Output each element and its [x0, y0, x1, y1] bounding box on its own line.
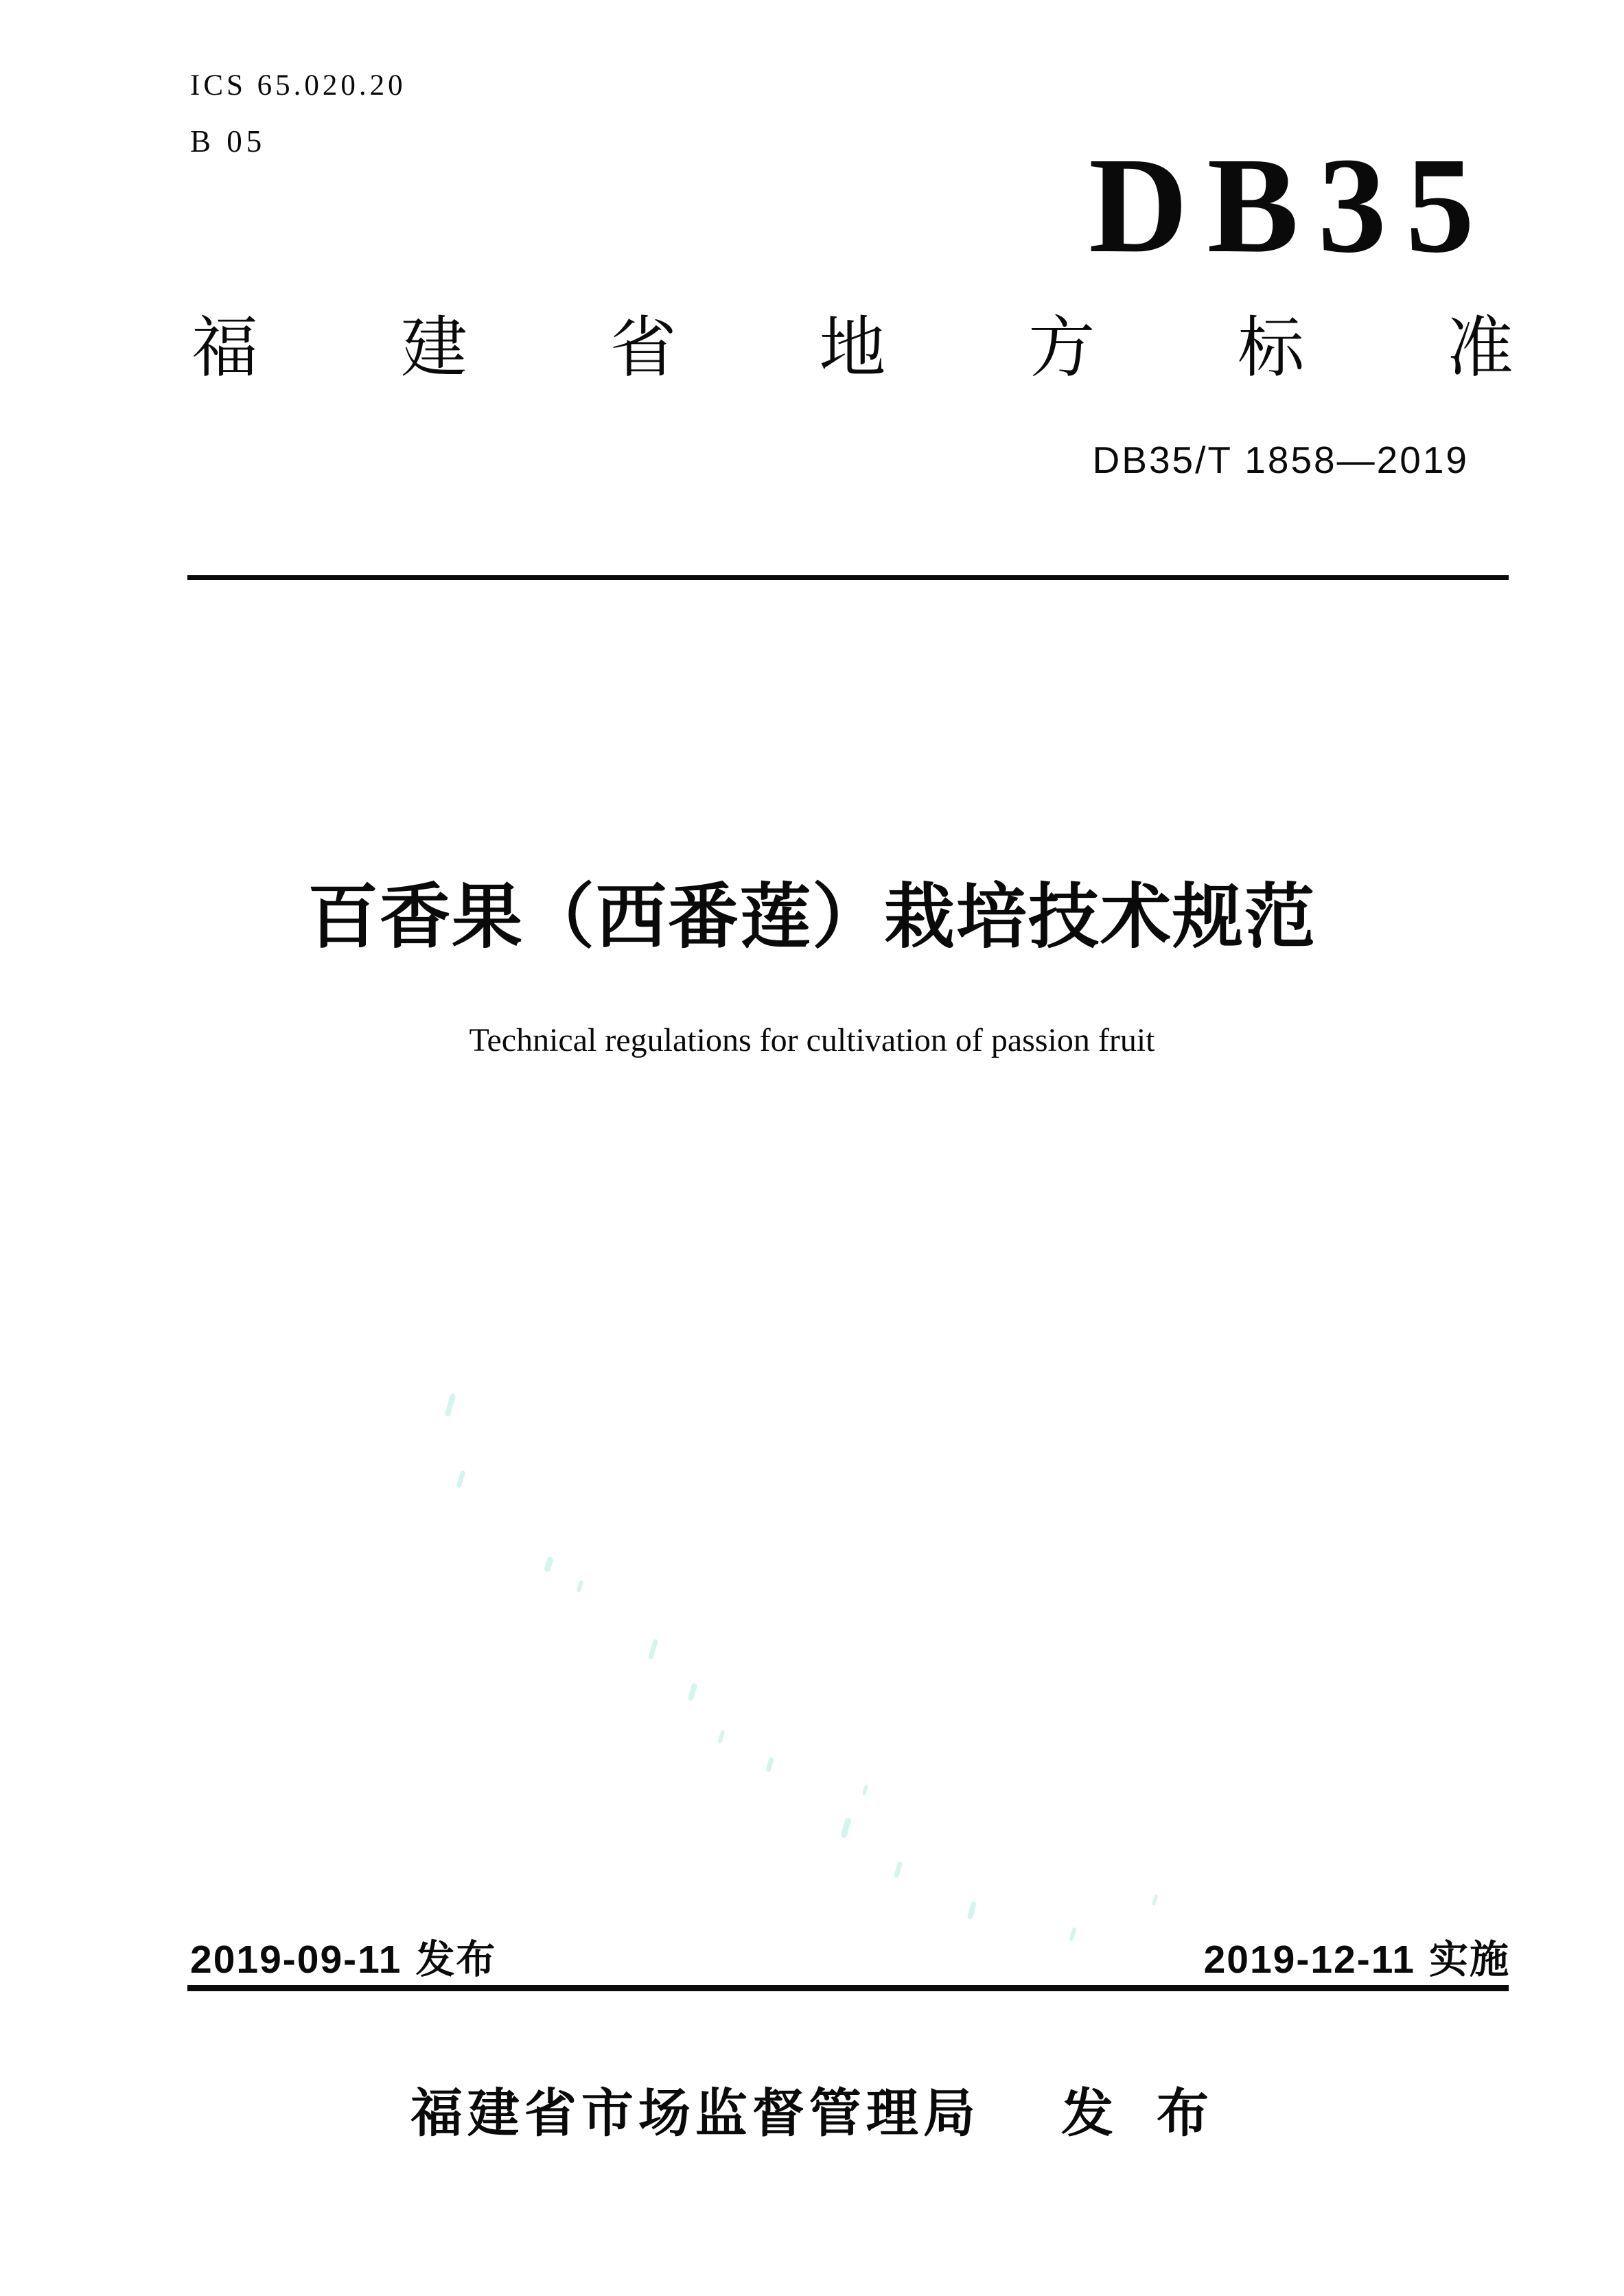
footer-divider-line: [187, 1985, 1509, 1991]
document-title-chinese: 百香果（西番莲）栽培技术规范: [308, 877, 1316, 956]
category-character: 标: [1238, 312, 1305, 385]
publisher-name: 福建省市场监督管理局: [410, 2085, 980, 2143]
scan-artifact: [894, 1862, 903, 1879]
scan-artifact: [444, 1393, 456, 1417]
issue-date-group: [190, 1940, 496, 1981]
classification-code: B 05: [190, 124, 266, 159]
db35-logo: DB35: [1089, 130, 1494, 281]
issue-date-label: 发布: [415, 1938, 497, 1982]
scan-artifact: [765, 1756, 774, 1772]
publisher-row: [0, 2087, 1624, 2142]
scan-artifact: [967, 1901, 977, 1919]
scan-artifact: [717, 1730, 725, 1744]
scan-artifact: [648, 1639, 658, 1660]
issue-date-value: 2019-09-11: [190, 1938, 402, 1982]
category-character: 准: [1446, 312, 1513, 385]
publish-action-label: 发 布: [1060, 2085, 1214, 2143]
category-character: 建: [400, 312, 467, 385]
implementation-date-value: 2019-12-11: [1203, 1938, 1415, 1982]
standard-number: DB35/T 1858—2019: [1092, 439, 1469, 481]
category-character: 省: [610, 312, 677, 385]
scan-artifact: [862, 1785, 868, 1796]
category-character: 地: [819, 312, 886, 385]
scan-artifact: [1152, 1894, 1158, 1906]
header-divider-line: [187, 575, 1509, 580]
implementation-date-group: [1204, 1940, 1510, 1981]
document-title-english: Technical regulations for cultivation of passion fruit: [469, 1022, 1155, 1058]
scan-artifact: [840, 1817, 852, 1838]
category-character: 福: [192, 312, 258, 385]
scan-artifact: [544, 1556, 554, 1573]
standard-category: [192, 310, 1513, 387]
dates-row: [190, 1940, 1510, 1981]
scan-artifact: [456, 1470, 466, 1489]
ics-code: ICS 65.020.20: [190, 69, 406, 102]
scan-artifact: [577, 1580, 584, 1593]
category-character: 方: [1028, 312, 1095, 385]
implementation-date-label: 实施: [1429, 1938, 1510, 1982]
scan-artifact: [688, 1682, 698, 1701]
